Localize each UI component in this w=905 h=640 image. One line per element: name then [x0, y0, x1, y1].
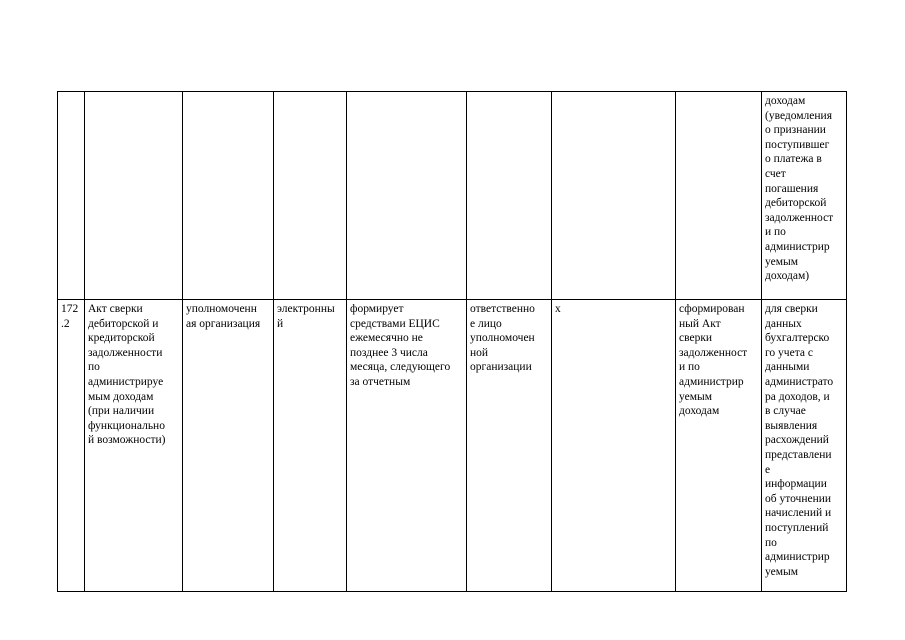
cell-procedure: формирует средствами ЕЦИС ежемесячно не позднее 3 числа месяца, следующего за отчетным: [347, 300, 467, 592]
cell-creator: [183, 92, 274, 300]
cell-purpose: доходам (уведомления о признании поступившег о платежа в счет погашения дебиторской задолженност и по администрир уемым доходам): [762, 92, 847, 300]
cell-number: 172 .2: [58, 300, 85, 592]
cell-responsible: ответственно е лицо уполномочен ной организации: [467, 300, 552, 592]
cell-column-7: [552, 92, 676, 300]
cell-result: [676, 92, 762, 300]
cell-number: [58, 92, 85, 300]
cell-result: сформирован ный Акт сверки задолженност и по администрир уемым доходам: [676, 300, 762, 592]
cell-document-name: Акт сверки дебиторской и кредиторской задолженности по администрируе мым доходам (при наличии функционально й возможности): [85, 300, 183, 592]
cell-column-7: х: [552, 300, 676, 592]
table-row: [58, 92, 847, 300]
cell-form: [274, 92, 347, 300]
cell-responsible: [467, 92, 552, 300]
cell-document-name: [85, 92, 183, 300]
cell-form: электронны й: [274, 300, 347, 592]
document-table: [57, 91, 847, 592]
cell-creator: уполномоченн ая организация: [183, 300, 274, 592]
table-row: [58, 300, 847, 592]
cell-procedure: [347, 92, 467, 300]
cell-purpose: для сверки данных бухгалтерско го учета с данными администрато ра доходов, и в случае выявления расхождений представлени е информации об уточнении начислений и поступлений по администрир уемым: [762, 300, 847, 592]
